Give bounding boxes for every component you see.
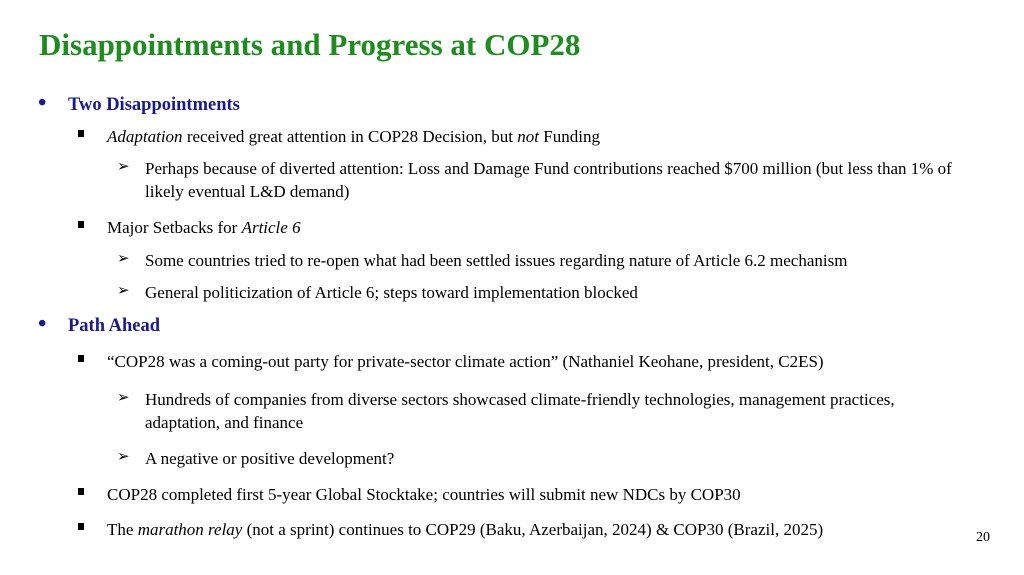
bullet-icon: • [38, 311, 47, 337]
arrow-bullet-icon: ➢ [117, 157, 130, 175]
subitem-text: Perhaps because of diverted attention: Loss and Damage Fund contributions reached $700 million (but less than 1% of likely eventual L&D demand) [145, 159, 952, 201]
slide-title: Disappointments and Progress at COP28 [39, 27, 581, 62]
item-text: “COP28 was a coming-out party for private-sector climate action” (Nathaniel Keohane, president, C2ES) [107, 352, 824, 371]
subitem-text: A negative or positive development? [145, 449, 395, 468]
subitem-loss-damage-fund [117, 157, 957, 203]
subitem-politicization [117, 281, 957, 304]
arrow-bullet-icon: ➢ [117, 249, 130, 267]
item-text: Adaptation received great attention in COP28 Decision, but not Funding [107, 127, 600, 146]
subitem-text: General politicization of Article 6; steps toward implementation blocked [145, 283, 638, 302]
arrow-bullet-icon: ➢ [117, 447, 130, 465]
subitem-text: Hundreds of companies from diverse sectors showcased climate-friendly technologies, management practices, adaptation, and finance [145, 390, 895, 432]
square-bullet-icon [78, 523, 84, 530]
page-number: 20 [976, 530, 990, 545]
subitem-text: Some countries tried to re-open what had been settled issues regarding nature of Article 6.2 mechanism [145, 251, 848, 270]
subitem-negative-or-positive [117, 447, 957, 470]
square-bullet-icon [78, 355, 84, 362]
section-heading: Two Disappointments [68, 95, 240, 115]
item-text: The marathon relay (not a sprint) continues to COP29 (Baku, Azerbaijan, 2024) & COP30 (Brazil, 2025) [107, 520, 824, 539]
arrow-bullet-icon: ➢ [117, 281, 130, 299]
section-heading: Path Ahead [68, 316, 161, 336]
subitem-reopen-article62 [117, 249, 957, 272]
arrow-bullet-icon: ➢ [117, 388, 130, 406]
square-bullet-icon [78, 488, 84, 495]
bullet-icon: • [38, 90, 47, 116]
item-text: COP28 completed first 5-year Global Stocktake; countries will submit new NDCs by COP30 [107, 485, 741, 504]
square-bullet-icon [78, 221, 84, 228]
item-text: Major Setbacks for Article 6 [107, 218, 301, 237]
subitem-companies-showcased [117, 388, 957, 434]
square-bullet-icon [78, 130, 84, 137]
